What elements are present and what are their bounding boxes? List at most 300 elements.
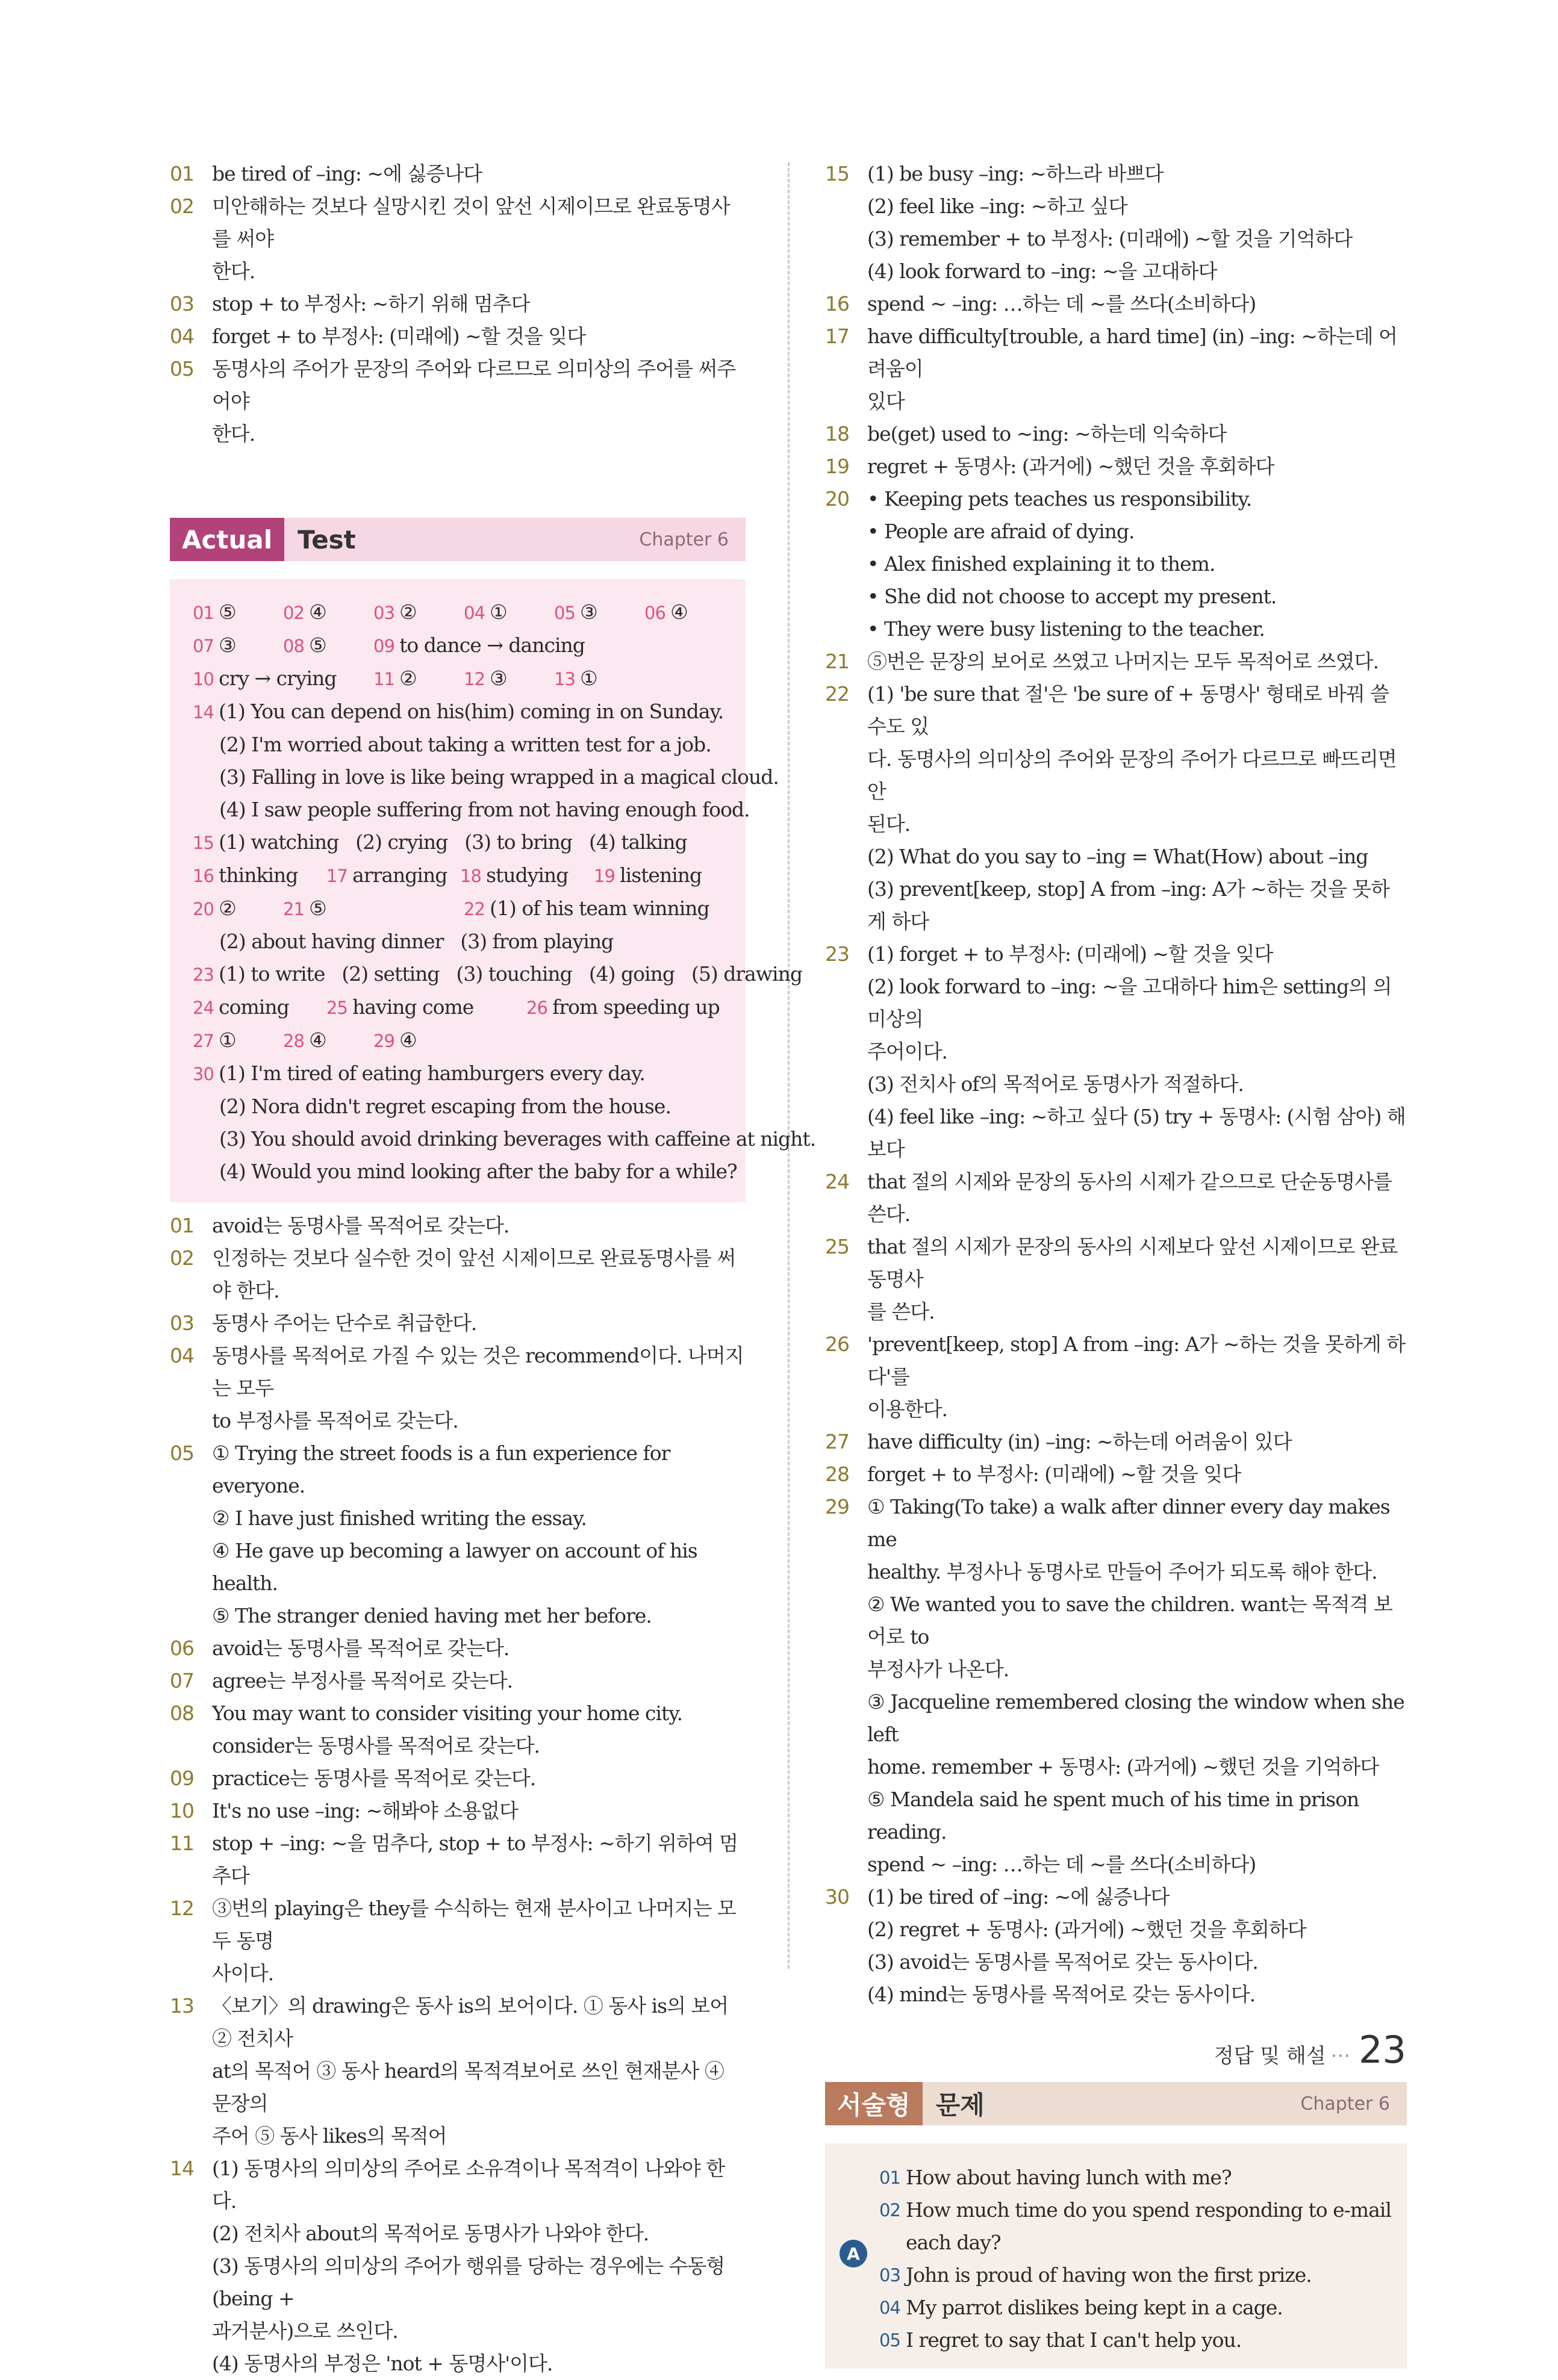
answer-text: to dance → dancing [399, 633, 585, 657]
text-line: ④ He gave up becoming a lawyer on account of his health. [212, 1539, 697, 1595]
answer-row [825, 1881, 1407, 2011]
answer-key-cell: (3) Falling in love is like being wrapped in a magical cloud. [219, 765, 779, 789]
question-number: 15 [825, 162, 849, 185]
question-number: 08 [283, 636, 310, 656]
answer-key-row [193, 991, 746, 1024]
explanation-text [906, 2194, 1407, 2259]
answer-key-cell [326, 991, 507, 1024]
answer-text: (1) to write [219, 962, 325, 986]
answer-text: having come [352, 995, 474, 1019]
answer-key-cell [644, 596, 714, 629]
explanation-text [867, 678, 1407, 938]
text-line: at의 목적어 ③ 동사 heard의 목적격보어로 쓰인 현재분사 ④ 문장의 [212, 2059, 724, 2115]
answer-row [170, 1762, 746, 1795]
answer-key-cell [193, 958, 325, 991]
answer-row [825, 1491, 1407, 1881]
text-line: (2) What do you say to –ing = What(How) about –ing [867, 845, 1368, 868]
chapter-review-answers [170, 158, 746, 450]
explanation-text [867, 1881, 1407, 2011]
answer-key-cell [464, 892, 709, 925]
answer-key-row [193, 958, 802, 991]
text-line: ⑤ The stranger denied having met her before. [212, 1604, 652, 1627]
answer-text: (1) watching [219, 830, 339, 854]
answer-key-cell [526, 991, 720, 1024]
answer-row [825, 1426, 1407, 1458]
explanation-text [212, 1795, 746, 1827]
answer-key-cell [283, 1024, 353, 1057]
answer-key-cell [464, 662, 534, 695]
explanation-text [212, 1892, 746, 1990]
explanation-text [867, 1328, 1407, 1426]
question-number: 05 [170, 357, 194, 381]
question-number: 01 [193, 603, 219, 623]
answer-key-cell [326, 859, 447, 892]
answer-row [825, 1458, 1407, 1491]
answer-row [879, 2161, 1407, 2194]
question-number: 26 [526, 998, 553, 1018]
answer-row [879, 2259, 1407, 2291]
text-line: 있다 [867, 390, 905, 413]
question-number: 25 [326, 998, 353, 1018]
answer-key-cell [193, 991, 307, 1024]
text-line: (3) 동명사의 의미상의 주어가 행위를 당하는 경우에는 수동형(being + [212, 2254, 725, 2310]
explanation-text [867, 1166, 1407, 1231]
answer-row [170, 158, 746, 190]
question-number: 28 [283, 1031, 310, 1051]
answer-text: from speeding up [552, 995, 720, 1019]
answer-key-cell [464, 596, 534, 629]
answer-text: studying [486, 863, 569, 887]
text-line: 미안해하는 것보다 실망시킨 것이 앞선 시제이므로 완료동명사를 써야 [212, 194, 730, 250]
question-number: 14 [170, 2157, 194, 2180]
answer-text: thinking [219, 863, 298, 887]
text-line: spend ~ –ing: …하는 데 ~를 쓰다(소비하다) [867, 292, 1256, 315]
answer-row [825, 450, 1407, 483]
answer-text: ④ [309, 600, 326, 624]
answer-text: ② [399, 666, 417, 690]
question-number: 22 [825, 682, 849, 706]
question-number: 02 [283, 603, 310, 623]
question-number: 06 [644, 603, 671, 623]
answer-key-cell [554, 662, 624, 695]
text-line: 동명사의 주어가 문장의 주어와 다르므로 의미상의 주어를 써주어야 [212, 357, 736, 413]
text-line: that 절의 시제가 문장의 동사의 시제보다 앞선 시제이므로 완료동명사 [867, 1235, 1398, 1291]
question-number: 27 [193, 1031, 219, 1051]
question-number: 20 [193, 899, 219, 919]
answer-key-row [193, 1057, 746, 1090]
question-number: 21 [283, 899, 310, 919]
question-number: 26 [825, 1332, 849, 1356]
answer-row [825, 645, 1407, 678]
question-number: 20 [825, 487, 849, 511]
text-line: • People are afraid of dying. [867, 520, 1135, 543]
answer-key-cell: (3) You should avoid drinking beverages with caffeine at night. [219, 1127, 816, 1151]
text-line: consider는 동명사를 목적어로 갖는다. [212, 1734, 540, 1757]
answer-text: ④ [670, 600, 688, 624]
question-number: 10 [193, 669, 219, 689]
explanation-text [212, 1340, 746, 1437]
answer-text: ⑤ [309, 633, 326, 657]
answer-key-cell [373, 629, 585, 662]
answer-text: cry → crying [219, 666, 337, 690]
answer-row [825, 158, 1407, 288]
text-line: ⑤ Mandela said he spent much of his time in prison reading. [867, 1788, 1359, 1844]
actual-test-banner [170, 518, 746, 561]
explanation-text [212, 1990, 746, 2152]
answer-key-cell: (3) to bring [464, 830, 572, 854]
text-line: 주어이다. [867, 1040, 948, 1063]
question-number: 02 [170, 194, 194, 218]
explanation-text [867, 645, 1407, 678]
explanation-text [867, 1491, 1407, 1881]
answer-key-cell [193, 1024, 263, 1057]
answer-row [170, 320, 746, 353]
answer-text: ② [219, 896, 236, 920]
question-number: 04 [170, 1344, 194, 1367]
answer-key-row [193, 826, 746, 859]
answer-key-cell: (3) from playing [460, 930, 614, 953]
text-line: (1) be busy –ing: ~하느라 바쁘다 [867, 162, 1164, 185]
answer-key-cell [193, 695, 723, 729]
answer-key-row [193, 695, 746, 729]
answer-text: (1) of his team winning [490, 896, 709, 920]
answer-key-cell [283, 629, 353, 662]
answer-key-cell [460, 859, 575, 892]
explanation-text [212, 320, 746, 353]
question-number: 10 [170, 1799, 194, 1822]
question-number: 05 [170, 1441, 194, 1465]
text-line: (1) 동명사의 의미상의 주어로 소유격이나 목적격이 나와야 한다. [212, 2157, 725, 2213]
question-number: 07 [193, 636, 219, 656]
explanation-text [906, 2161, 1407, 2194]
explanation-text [212, 1307, 746, 1340]
answer-row [825, 1328, 1407, 1426]
text-line: be(get) used to ~ing: ~하는데 익숙하다 [867, 422, 1227, 446]
answer-key-cell: (2) crying [355, 830, 448, 854]
explanation-text [212, 1242, 746, 1307]
text-line: My parrot dislikes being kept in a cage. [906, 2296, 1283, 2319]
explanation-text [867, 450, 1407, 483]
text-line: 를 쓴다. [867, 1300, 935, 1323]
banner-chapter: Chapter 6 [1300, 2093, 1390, 2114]
answer-text: ④ [399, 1028, 417, 1052]
text-line: be tired of –ing: ~에 싫증나다 [212, 162, 482, 185]
question-number: 06 [170, 1636, 194, 1660]
answer-row [170, 190, 746, 288]
text-line: (2) look forward to –ing: ~을 고대하다 him은 setting의 의미상의 [867, 975, 1392, 1031]
explanation-text [867, 418, 1407, 450]
explanation-text [212, 1665, 746, 1697]
answer-row [170, 1697, 746, 1762]
answer-row [825, 418, 1407, 450]
answer-row [170, 288, 746, 320]
question-number: 16 [825, 292, 849, 315]
question-number: 03 [170, 1311, 194, 1335]
text-line: that 절의 시제와 문장의 동사의 시제가 같으므로 단순동명사를 쓴다. [867, 1170, 1392, 1226]
text-line: ① Taking(To take) a walk after dinner every day makes me [867, 1495, 1390, 1551]
answer-row [170, 1242, 746, 1307]
footer-label: 정답 및 해설 [1214, 2044, 1326, 2068]
answer-text: ① [490, 600, 507, 624]
text-line: It's no use –ing: ~해봐야 소용없다 [212, 1799, 518, 1822]
explanation-text [867, 938, 1407, 1166]
answer-row [825, 483, 1407, 645]
explanation-text [867, 483, 1407, 645]
answer-key-row [193, 1123, 816, 1155]
explanation-text [867, 1231, 1407, 1328]
text-line: avoid는 동명사를 목적어로 갖는다. [212, 1636, 509, 1660]
answer-row [170, 1437, 746, 1632]
text-line: How about having lunch with me? [906, 2166, 1232, 2189]
answer-text: ③ [219, 633, 236, 657]
text-line: (4) feel like –ing: ~하고 싶다 (5) try + 동명사: (시험 삼아) 해보다 [867, 1105, 1406, 1161]
answer-row [825, 678, 1407, 938]
question-number: 04 [170, 325, 194, 348]
explanation-text [212, 1762, 746, 1795]
answer-key-cell [193, 892, 263, 925]
answer-text: listening [620, 863, 702, 887]
text-line: avoid는 동명사를 목적어로 갖는다. [212, 1214, 509, 1237]
text-line: • Keeping pets teaches us responsibility. [867, 487, 1252, 511]
text-line: (2) feel like –ing: ~하고 싶다 [867, 194, 1127, 218]
answer-row [825, 288, 1407, 320]
page-footer [1214, 2028, 1406, 2072]
answer-row [170, 1892, 746, 1990]
text-line: 사이다. [212, 1962, 274, 1985]
text-line: each day? [906, 2231, 1001, 2254]
text-line: forget + to 부정사: (미래에) ~할 것을 잊다 [212, 325, 586, 348]
text-line: to 부정사를 목적어로 갖는다. [212, 1409, 458, 1432]
answer-row [879, 2291, 1407, 2324]
answer-key-cell [193, 859, 307, 892]
answer-row [170, 1665, 746, 1697]
answer-key-cell: (4) Would you mind looking after the baby for a while? [219, 1160, 737, 1183]
question-number: 17 [825, 325, 849, 348]
answer-text: ⑤ [309, 896, 326, 920]
banner-word: 문제 [935, 2090, 985, 2120]
text-line: (1) forget + to 부정사: (미래에) ~할 것을 잊다 [867, 942, 1273, 966]
text-line: have difficulty (in) –ing: ~하는데 어려움이 있다 [867, 1430, 1292, 1453]
answer-text: (1) You can depend on his(him) coming in on Sunday. [219, 700, 724, 723]
answer-text: ② [399, 600, 417, 624]
answer-key-row [193, 1024, 746, 1057]
answer-key-row [193, 1155, 746, 1188]
answer-key-cell: (4) I saw people suffering from not having enough food. [219, 798, 750, 821]
explanation-text [867, 1426, 1407, 1458]
text-line: ⑤번은 문장의 보어로 쓰였고 나머지는 모두 목적어로 쓰였다. [867, 650, 1379, 673]
text-line: • She did not choose to accept my present. [867, 585, 1277, 608]
question-number: 01 [879, 2167, 900, 2188]
answer-key-cell [193, 596, 263, 629]
text-line: How much time do you spend responding to e-mail [906, 2198, 1391, 2222]
answer-row [170, 1827, 746, 1892]
answer-key-cell [554, 596, 624, 629]
text-line: (3) prevent[keep, stop] A from –ing: A가 ~하는 것을 못하게 하다 [867, 877, 1390, 933]
answer-key-row [193, 1090, 746, 1123]
explanation-text [212, 1632, 746, 1665]
question-number: 09 [373, 636, 400, 656]
answer-key-cell: (2) about having dinner [219, 930, 444, 953]
question-number: 03 [170, 292, 194, 315]
text-line: 〈보기〉의 drawing은 동사 is의 보어이다. ① 동사 is의 보어 ② 전치사 [212, 1994, 729, 2050]
answer-row [170, 353, 746, 450]
text-line: forget + to 부정사: (미래에) ~할 것을 잊다 [867, 1462, 1241, 1486]
answer-text: ① [580, 666, 597, 690]
text-line: 과거분사)으로 쓰인다. [212, 2319, 398, 2343]
text-line: 'prevent[keep, stop] A from –ing: A가 ~하는 것을 못하게 하다'를 [867, 1332, 1406, 1388]
text-line: • They were busy listening to the teacher. [867, 617, 1265, 641]
answer-row [170, 1990, 746, 2152]
question-number: 19 [594, 866, 620, 886]
text-line: (4) look forward to –ing: ~을 고대하다 [867, 259, 1217, 283]
question-number: 17 [326, 866, 353, 886]
text-line: stop + –ing: ~을 멈추다, stop + to 부정사: ~하기 위하여 멈추다 [212, 1832, 738, 1888]
text-line: ② I have just finished writing the essay. [212, 1506, 587, 1530]
text-line: 부정사가 나온다. [867, 1658, 1009, 1681]
question-number: 02 [879, 2200, 900, 2220]
answer-row [170, 1795, 746, 1827]
answer-key-cell [193, 629, 263, 662]
answer-text: coming [219, 995, 289, 1019]
answer-key-row [193, 761, 779, 794]
text-line: 인정하는 것보다 실수한 것이 앞선 시제이므로 완료동명사를 써야 한다. [212, 1246, 736, 1302]
question-number: 01 [170, 1214, 194, 1237]
answer-key-row [193, 892, 746, 925]
question-number: 03 [373, 603, 400, 623]
question-number: 07 [170, 1669, 194, 1692]
text-line: You may want to consider visiting your home city. [212, 1701, 683, 1725]
answer-key-row [193, 596, 746, 629]
answer-row [825, 1166, 1407, 1231]
banner-tag: 서술형 [825, 2082, 923, 2125]
question-number: 05 [554, 603, 581, 623]
answer-key-row [193, 662, 746, 695]
footer-dots: ··· [1330, 2044, 1351, 2068]
answer-row [170, 1340, 746, 1437]
explanation-text [212, 1437, 746, 1632]
answer-key-cell [373, 1024, 443, 1057]
explanation-text [867, 320, 1407, 418]
question-number: 04 [464, 603, 490, 623]
text-line: spend ~ –ing: …하는 데 ~를 쓰다(소비하다) [867, 1853, 1256, 1876]
answer-key-cell [594, 859, 702, 892]
question-number: 29 [825, 1495, 849, 1518]
question-number: 11 [170, 1832, 194, 1855]
text-line: healthy. 부정사나 동명사로 만들어 주어가 되도록 해야 한다. [867, 1560, 1377, 1583]
question-number: 24 [825, 1170, 849, 1193]
question-number: 18 [460, 866, 487, 886]
question-number: 04 [879, 2298, 900, 2318]
explanation-text [212, 1827, 746, 1892]
text-line: (3) remember + to 부정사: (미래에) ~할 것을 기억하다 [867, 227, 1353, 250]
answer-key-box [170, 579, 816, 1202]
answer-row [170, 2152, 746, 2380]
question-number: 08 [170, 1701, 194, 1725]
text-line: 한다. [212, 259, 255, 283]
question-number: 01 [170, 162, 194, 185]
answer-row [825, 938, 1407, 1166]
explanation-text [212, 1210, 746, 1242]
explanation-text [906, 2324, 1407, 2357]
question-number: 14 [193, 702, 219, 722]
explanation-text [212, 1697, 746, 1762]
answer-text: ④ [309, 1028, 326, 1052]
text-line: 동명사를 목적어로 가질 수 있는 것은 recommend이다. 나머지는 모두 [212, 1344, 744, 1400]
text-line: 주어 ⑤ 동사 likes의 목적어 [212, 2124, 447, 2148]
explanation-text [867, 1458, 1407, 1491]
answer-key-row [193, 629, 746, 662]
answer-key-row [193, 925, 746, 958]
answer-row [879, 2324, 1407, 2357]
answer-row [825, 320, 1407, 418]
answer-key-row [193, 859, 746, 892]
question-number: 13 [170, 1994, 194, 2018]
explanation-text [212, 190, 746, 288]
explanations-left [170, 1210, 746, 2380]
explanation-text [212, 353, 746, 450]
page-number: 23 [1359, 2028, 1406, 2072]
text-line: 다. 동명사의 의미상의 주어와 문장의 주어가 다르므로 빠뜨리면 안 [867, 747, 1397, 803]
essay-answers-box [825, 2143, 1407, 2369]
text-line: practice는 동명사를 목적어로 갖는다. [212, 1766, 536, 1790]
answer-key-cell: (5) drawing [691, 962, 802, 986]
explanations-right [825, 158, 1407, 2011]
question-number: 27 [825, 1430, 849, 1453]
question-number: 12 [464, 669, 490, 689]
text-line: (1) 'be sure that 절'은 'be sure of + 동명사' 형태로 바꿔 쓸 수도 있 [867, 682, 1389, 738]
question-number: 16 [193, 866, 219, 886]
answer-key-cell: (4) going [588, 962, 675, 986]
text-line: I regret to say that I can't help you. [906, 2328, 1242, 2352]
text-line: 한다. [212, 422, 255, 446]
question-number: 19 [825, 455, 849, 478]
text-line: ③ Jacqueline remembered closing the window when she left [867, 1690, 1404, 1746]
question-number: 30 [825, 1885, 849, 1909]
section-a-badge: A [840, 2240, 867, 2267]
text-line: ③번의 playing은 they를 수식하는 현재 분사이고 나머지는 모두 동명 [212, 1897, 736, 1953]
explanation-text [867, 158, 1407, 288]
question-number: 11 [373, 669, 400, 689]
answer-key-cell: (2) I'm worried about taking a written test for a job. [219, 733, 711, 756]
text-line: ① Trying the street foods is a fun experience for everyone. [212, 1441, 670, 1497]
question-number: 03 [879, 2265, 900, 2285]
answer-row [170, 1632, 746, 1665]
answer-key-cell: (2) setting [341, 962, 440, 986]
question-number: 15 [193, 833, 219, 853]
question-number: 28 [825, 1462, 849, 1486]
question-number: 12 [170, 1897, 194, 1920]
question-number: 22 [464, 899, 490, 919]
answer-key-cell [193, 826, 338, 859]
text-line: (2) regret + 동명사: (과거에) ~했던 것을 후회하다 [867, 1918, 1306, 1941]
text-line: (4) 동명사의 부정은 'not + 동명사'이다. [212, 2352, 553, 2375]
text-line: 이용한다. [867, 1397, 948, 1421]
answer-key-cell [193, 1057, 645, 1090]
explanation-text [212, 158, 746, 190]
answer-row [879, 2194, 1407, 2259]
answer-key-cell [193, 662, 353, 695]
question-number: 09 [170, 1766, 194, 1790]
text-line: (2) 전치사 about의 목적어로 동명사가 나와야 한다. [212, 2222, 649, 2245]
answer-row [825, 1231, 1407, 1328]
text-line: agree는 부정사를 목적어로 갖는다. [212, 1669, 513, 1692]
text-line: stop + to 부정사: ~하기 위해 멈추다 [212, 292, 530, 315]
answer-key-cell: (2) Nora didn't regret escaping from the house. [219, 1095, 671, 1118]
text-line: 동명사 주어는 단수로 취급한다. [212, 1311, 477, 1335]
answer-text: ① [219, 1028, 236, 1052]
answer-text: ⑤ [219, 600, 236, 624]
answer-row [170, 1210, 746, 1242]
